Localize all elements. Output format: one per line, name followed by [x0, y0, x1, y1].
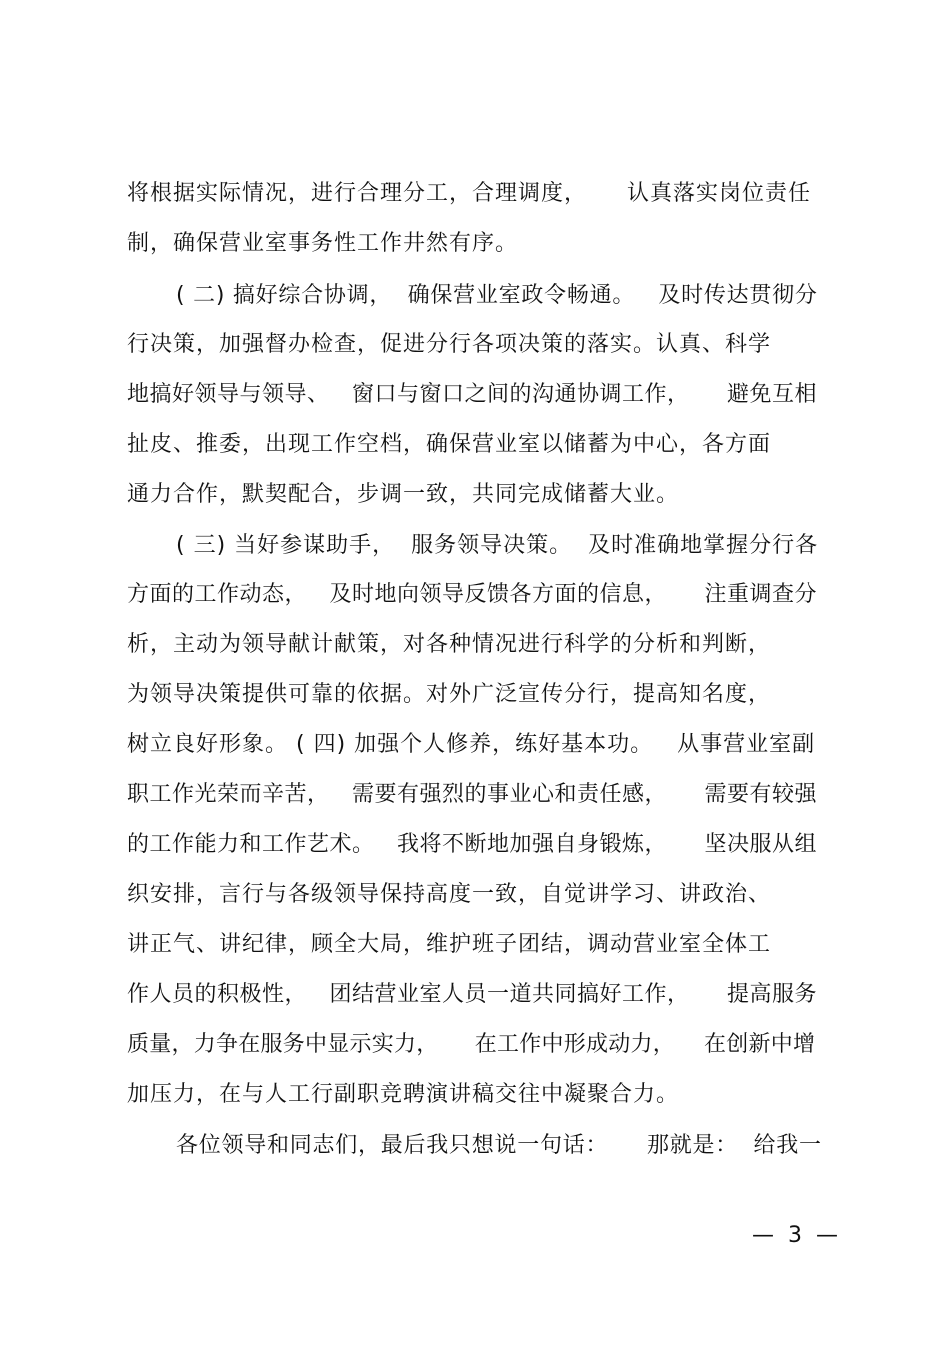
text-line: 析，主动为领导献计献策，对各种情况进行科学的分析和判断，	[127, 632, 772, 657]
text-line: 地搞好领导与领导、 窗口与窗口之间的沟通协调工作， 避免互相	[127, 382, 817, 407]
text-line: ( 三) 当好参谋助手， 服务领导决策。 及时准确地掌握分行各	[176, 533, 819, 558]
text-line: 制，确保营业室事务性工作井然有序。	[127, 231, 519, 256]
text-line: 为领导决策提供可靠的依据。对外广泛宣传分行，提高知名度，	[127, 682, 772, 707]
text-line: 加压力，在与人工行副职竞聘演讲稿交往中凝聚合力。	[127, 1082, 680, 1107]
text-line: 作人员的积极性， 团结营业室人员一道共同搞好工作， 提高服务	[127, 982, 817, 1007]
text-line: 扯皮、推委，出现工作空档，确保营业室以储蓄为中心，各方面	[127, 432, 772, 457]
text-line: 质量，力争在服务中显示实力， 在工作中形成动力， 在创新中增	[127, 1032, 816, 1057]
text-line: 通力合作，默契配合，步调一致，共同完成储蓄大业。	[127, 482, 680, 507]
text-line: 各位领导和同志们，最后我只想说一句话： 那就是： 给我一	[176, 1133, 822, 1158]
text-line: 树立良好形象。 ( 四) 加强个人修养，练好基本功。 从事营业室副	[127, 732, 816, 757]
page-number: — 3 —	[752, 1223, 838, 1248]
text-line: ( 二) 搞好综合协调， 确保营业室政令畅通。 及时传达贯彻分	[176, 283, 818, 308]
text-line: 方面的工作动态， 及时地向领导反馈各方面的信息， 注重调查分	[127, 582, 817, 607]
text-line: 织安排，言行与各级领导保持高度一致，自觉讲学习、讲政治、	[127, 882, 772, 907]
text-line: 将根据实际情况，进行合理分工，合理调度， 认真落实岗位责任	[127, 181, 811, 206]
text-line: 讲正气、讲纪律，顾全大局，维护班子团结，调动营业室全体工	[127, 932, 772, 957]
text-line: 的工作能力和工作艺术。 我将不断地加强自身锻炼， 坚决服从组	[127, 832, 817, 857]
text-line: 职工作光荣而辛苦， 需要有强烈的事业心和责任感， 需要有较强	[127, 782, 817, 807]
text-line: 行决策，加强督办检查，促进分行各项决策的落实。认真、科学	[127, 332, 772, 357]
